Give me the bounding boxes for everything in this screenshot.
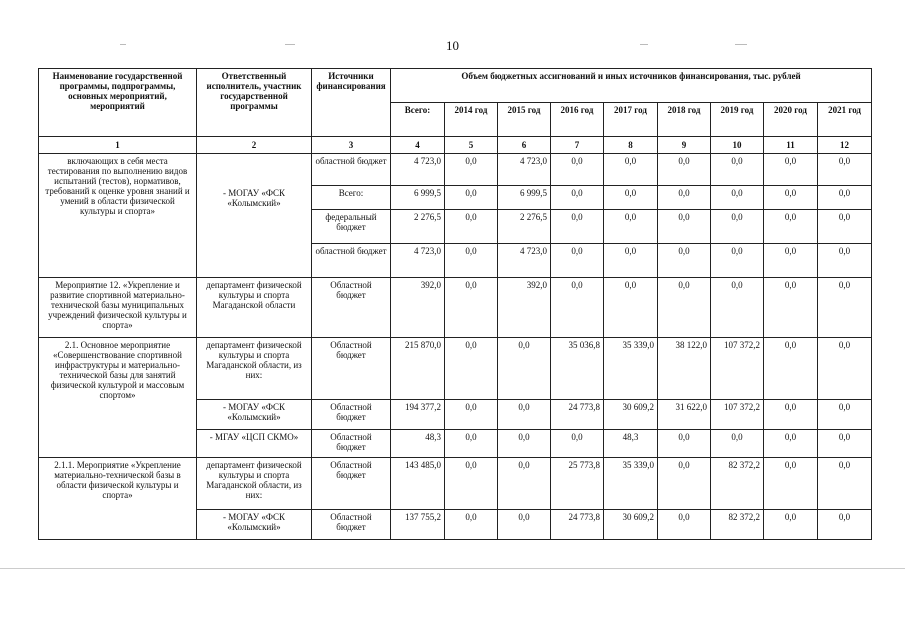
value-cell: 0,0: [764, 210, 818, 244]
header-year: 2017 год: [604, 103, 658, 137]
header-year: 2020 год: [764, 103, 818, 137]
value-total: 4 723,0: [391, 244, 445, 278]
value-cell: 0,0: [551, 278, 604, 338]
value-cell: 0,0: [658, 278, 711, 338]
value-cell: 0,0: [604, 244, 658, 278]
header-year: 2018 год: [658, 103, 711, 137]
value-cell: 0,0: [498, 430, 551, 458]
value-cell: 0,0: [764, 400, 818, 430]
value-cell: 0,0: [445, 400, 498, 430]
value-cell: 0,0: [498, 338, 551, 400]
value-cell: 107 372,2: [711, 400, 764, 430]
source-cell: Областной бюджет: [312, 430, 391, 458]
value-cell: 0,0: [445, 154, 498, 186]
value-cell: 0,0: [551, 430, 604, 458]
value-cell: 4 723,0: [498, 154, 551, 186]
value-cell: 82 372,2: [711, 458, 764, 510]
table-row: [39, 278, 872, 338]
value-cell: 392,0: [498, 278, 551, 338]
value-cell: 0,0: [658, 458, 711, 510]
value-total: 2 276,5: [391, 210, 445, 244]
value-cell: 2 276,5: [498, 210, 551, 244]
value-total: 6 999,5: [391, 186, 445, 210]
value-cell: 35 339,0: [604, 458, 658, 510]
value-cell: 35 339,0: [604, 338, 658, 400]
value-cell: 0,0: [551, 244, 604, 278]
value-cell: 0,0: [764, 278, 818, 338]
value-cell: 0,0: [604, 154, 658, 186]
value-cell: 0,0: [818, 510, 872, 540]
column-index: 7: [551, 137, 604, 154]
table-row: [39, 154, 872, 186]
value-cell: 82 372,2: [711, 510, 764, 540]
value-cell: 0,0: [658, 244, 711, 278]
value-cell: 0,0: [604, 278, 658, 338]
header-year: 2019 год: [711, 103, 764, 137]
value-cell: 0,0: [551, 154, 604, 186]
program-name: 2.1.1. Мероприятие «Укрепление материально-технической базы в области физической культуры и спорта»: [39, 458, 197, 540]
value-cell: 0,0: [551, 186, 604, 210]
value-cell: 48,3: [604, 430, 658, 458]
column-index: 2: [197, 137, 312, 154]
value-cell: 0,0: [818, 400, 872, 430]
value-cell: 0,0: [764, 186, 818, 210]
source-cell: Всего:: [312, 186, 391, 210]
value-cell: 24 773,8: [551, 510, 604, 540]
column-index: 10: [711, 137, 764, 154]
value-cell: 0,0: [818, 458, 872, 510]
value-cell: 0,0: [498, 400, 551, 430]
value-total: 194 377,2: [391, 400, 445, 430]
header-sources: Источники финансирования: [312, 69, 391, 137]
table-row: [39, 338, 872, 400]
scan-speck: [735, 44, 747, 45]
budget-table: [38, 68, 872, 540]
executor-cell: - МОГАУ «ФСК «Колымский»: [197, 510, 312, 540]
value-cell: 0,0: [711, 278, 764, 338]
column-index: 4: [391, 137, 445, 154]
value-cell: 0,0: [711, 430, 764, 458]
scan-speck: [120, 44, 126, 45]
program-name: Мероприятие 12. «Укрепление и развитие спортивной материально-технической базы муниципальных учреждений физической культуры и спорта»: [39, 278, 197, 338]
source-cell: Областной бюджет: [312, 278, 391, 338]
value-cell: 0,0: [818, 186, 872, 210]
executor-cell: - МГАУ «ЦСП СКМО»: [197, 430, 312, 458]
value-cell: 0,0: [818, 430, 872, 458]
source-cell: Областной бюджет: [312, 458, 391, 510]
value-cell: 0,0: [658, 510, 711, 540]
source-cell: Областной бюджет: [312, 510, 391, 540]
value-cell: 31 622,0: [658, 400, 711, 430]
page-number: 10: [446, 38, 459, 53]
executor-cell: департамент физической культуры и спорта Магаданской области, из них:: [197, 338, 312, 400]
value-cell: 0,0: [445, 458, 498, 510]
value-cell: 0,0: [445, 510, 498, 540]
column-index: 12: [818, 137, 872, 154]
value-cell: 0,0: [445, 430, 498, 458]
value-cell: 0,0: [658, 430, 711, 458]
value-cell: 4 723,0: [498, 244, 551, 278]
value-total: 392,0: [391, 278, 445, 338]
value-cell: 0,0: [764, 458, 818, 510]
value-cell: 0,0: [445, 210, 498, 244]
header-executor: Ответственный исполнитель, участник государственной программы: [197, 69, 312, 137]
value-total: 48,3: [391, 430, 445, 458]
value-cell: 0,0: [711, 210, 764, 244]
value-total: 137 755,2: [391, 510, 445, 540]
source-cell: областной бюджет: [312, 154, 391, 186]
value-cell: 0,0: [764, 244, 818, 278]
header-total: Всего:: [391, 103, 445, 137]
column-index: 11: [764, 137, 818, 154]
header-year: 2014 год: [445, 103, 498, 137]
executor-cell: департамент физической культуры и спорта Магаданской области, из них:: [197, 458, 312, 510]
column-index: 8: [604, 137, 658, 154]
value-cell: 0,0: [498, 458, 551, 510]
column-index: 1: [39, 137, 197, 154]
value-cell: 0,0: [445, 278, 498, 338]
value-cell: 0,0: [818, 278, 872, 338]
value-cell: 0,0: [658, 210, 711, 244]
program-name: 2.1. Основное мероприятие «Совершенствование спортивной инфраструктуры и материально-технической базы для занятий физической культурой и массовым спортом»: [39, 338, 197, 458]
value-cell: 0,0: [551, 210, 604, 244]
column-index: 3: [312, 137, 391, 154]
table-row: [39, 458, 872, 510]
value-cell: 35 036,8: [551, 338, 604, 400]
value-cell: 0,0: [711, 186, 764, 210]
source-cell: федеральный бюджет: [312, 210, 391, 244]
header-name: Наименование государственной программы, подпрограммы, основных мероприятий, мероприятий: [39, 69, 197, 137]
value-total: 143 485,0: [391, 458, 445, 510]
scan-speck: [285, 44, 295, 45]
value-cell: 0,0: [818, 244, 872, 278]
value-total: 215 870,0: [391, 338, 445, 400]
executor-cell: департамент физической культуры и спорта Магаданской области: [197, 278, 312, 338]
value-cell: 0,0: [711, 244, 764, 278]
value-cell: 0,0: [711, 154, 764, 186]
value-cell: 0,0: [818, 154, 872, 186]
value-total: 4 723,0: [391, 154, 445, 186]
value-cell: 0,0: [445, 186, 498, 210]
header-year: 2016 год: [551, 103, 604, 137]
executor-cell: - МОГАУ «ФСК «Колымский»: [197, 400, 312, 430]
value-cell: 0,0: [445, 244, 498, 278]
source-cell: областной бюджет: [312, 244, 391, 278]
program-name: включающих в себя места тестирования по выполнению видов испытаний (тестов), нормативов, требований к оценке уровня знаний и умений в области физической культуры и спорта»: [39, 154, 197, 278]
column-index-row: [39, 137, 872, 154]
value-cell: 0,0: [818, 338, 872, 400]
header-year: 2015 год: [498, 103, 551, 137]
value-cell: 0,0: [604, 186, 658, 210]
scan-edge-line: [0, 568, 905, 569]
header-year: 2021 год: [818, 103, 872, 137]
source-cell: Областной бюджет: [312, 400, 391, 430]
value-cell: 24 773,8: [551, 400, 604, 430]
column-index: 5: [445, 137, 498, 154]
value-cell: 0,0: [604, 210, 658, 244]
value-cell: 0,0: [658, 186, 711, 210]
column-index: 9: [658, 137, 711, 154]
value-cell: 0,0: [764, 154, 818, 186]
executor-cell: - МОГАУ «ФСК «Колымский»: [197, 186, 312, 278]
value-cell: 0,0: [658, 154, 711, 186]
value-cell: 0,0: [818, 210, 872, 244]
value-cell: 0,0: [764, 430, 818, 458]
value-cell: 0,0: [498, 510, 551, 540]
value-cell: 30 609,2: [604, 510, 658, 540]
value-cell: 0,0: [764, 338, 818, 400]
column-index: 6: [498, 137, 551, 154]
value-cell: 25 773,8: [551, 458, 604, 510]
source-cell: Областной бюджет: [312, 338, 391, 400]
value-cell: 0,0: [764, 510, 818, 540]
value-cell: 6 999,5: [498, 186, 551, 210]
header-volume: Объем бюджетных ассигнований и иных источников финансирования, тыс. рублей: [391, 69, 872, 103]
value-cell: 30 609,2: [604, 400, 658, 430]
executor-cell: [197, 154, 312, 186]
value-cell: 38 122,0: [658, 338, 711, 400]
value-cell: 0,0: [445, 338, 498, 400]
scan-speck: [640, 44, 648, 45]
value-cell: 107 372,2: [711, 338, 764, 400]
